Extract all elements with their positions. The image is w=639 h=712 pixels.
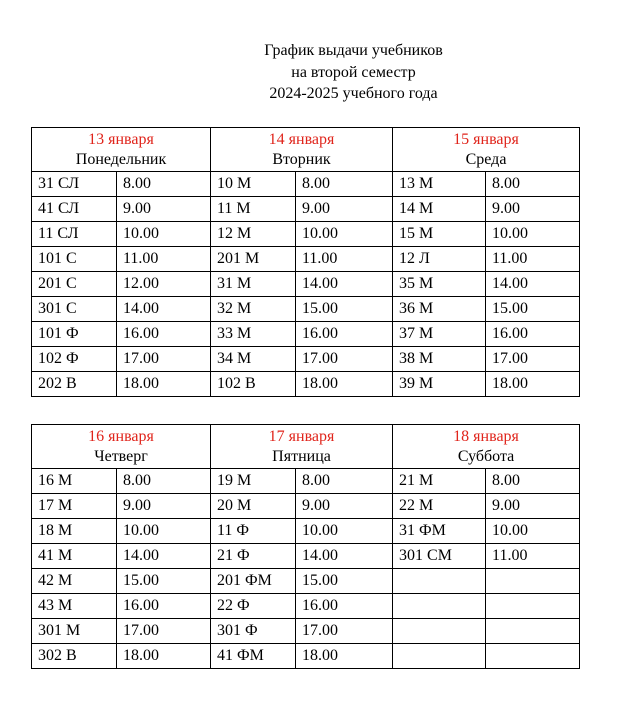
time-cell: 8.00 <box>117 469 211 494</box>
day-header <box>211 128 393 172</box>
time-cell: 10.00 <box>296 222 393 247</box>
group-cell: 11 М <box>211 197 296 222</box>
schedule-table-week-2 <box>31 424 580 669</box>
time-cell: 9.00 <box>117 494 211 519</box>
time-cell: 9.00 <box>296 197 393 222</box>
group-cell: 17 М <box>32 494 117 519</box>
group-cell: 38 М <box>393 347 486 372</box>
group-cell: 41 ФМ <box>211 644 296 669</box>
time-cell: 18.00 <box>117 372 211 397</box>
group-cell: 201 С <box>32 272 117 297</box>
time-cell: 16.00 <box>296 594 393 619</box>
table-row <box>32 644 580 669</box>
time-cell: 14.00 <box>117 544 211 569</box>
table-row <box>32 247 580 272</box>
time-cell: 8.00 <box>486 469 580 494</box>
group-cell <box>393 569 486 594</box>
group-cell: 41 СЛ <box>32 197 117 222</box>
time-cell: 17.00 <box>117 619 211 644</box>
schedule-title <box>0 40 639 105</box>
group-cell: 302 В <box>32 644 117 669</box>
group-cell: 35 М <box>393 272 486 297</box>
time-cell: 14.00 <box>296 544 393 569</box>
time-cell: 14.00 <box>296 272 393 297</box>
table-row <box>32 172 580 197</box>
group-cell: 21 Ф <box>211 544 296 569</box>
time-cell: 18.00 <box>296 644 393 669</box>
group-cell: 102 В <box>211 372 296 397</box>
time-cell: 18.00 <box>117 644 211 669</box>
time-cell <box>486 569 580 594</box>
group-cell <box>393 594 486 619</box>
time-cell: 11.00 <box>486 247 580 272</box>
group-cell: 12 Л <box>393 247 486 272</box>
group-cell: 22 М <box>393 494 486 519</box>
time-cell: 10.00 <box>486 222 580 247</box>
time-cell: 14.00 <box>486 272 580 297</box>
day-header <box>32 128 211 172</box>
time-cell: 10.00 <box>117 519 211 544</box>
group-cell: 37 М <box>393 322 486 347</box>
day-header <box>393 425 580 469</box>
table-row <box>32 469 580 494</box>
time-cell: 16.00 <box>117 594 211 619</box>
schedule-table-body <box>32 128 580 397</box>
group-cell: 301 С <box>32 297 117 322</box>
table-row <box>32 569 580 594</box>
time-cell: 17.00 <box>296 619 393 644</box>
schedule-table-body <box>32 425 580 669</box>
group-cell: 10 М <box>211 172 296 197</box>
day-weekday: Среда <box>465 151 507 168</box>
group-cell: 42 М <box>32 569 117 594</box>
time-cell: 16.00 <box>296 322 393 347</box>
table-row <box>32 594 580 619</box>
time-cell: 17.00 <box>296 347 393 372</box>
group-cell: 22 Ф <box>211 594 296 619</box>
table-row <box>32 494 580 519</box>
group-cell: 16 М <box>32 469 117 494</box>
time-cell: 10.00 <box>117 222 211 247</box>
group-cell: 39 М <box>393 372 486 397</box>
table-row <box>32 197 580 222</box>
title-line-2: на второй семестр <box>291 63 416 81</box>
group-cell: 201 М <box>211 247 296 272</box>
group-cell: 301 СМ <box>393 544 486 569</box>
time-cell: 9.00 <box>486 197 580 222</box>
group-cell: 301 М <box>32 619 117 644</box>
group-cell: 32 М <box>211 297 296 322</box>
table-row <box>32 544 580 569</box>
time-cell: 18.00 <box>296 372 393 397</box>
group-cell: 101 С <box>32 247 117 272</box>
title-line-3: 2024-2025 учебного года <box>269 85 438 102</box>
group-cell: 34 М <box>211 347 296 372</box>
group-cell: 201 ФМ <box>211 569 296 594</box>
time-cell: 12.00 <box>117 272 211 297</box>
day-header <box>32 425 211 469</box>
time-cell <box>486 644 580 669</box>
time-cell: 17.00 <box>117 347 211 372</box>
time-cell: 16.00 <box>486 322 580 347</box>
day-date: 15 января <box>453 131 519 148</box>
time-cell: 8.00 <box>296 172 393 197</box>
table-row <box>32 322 580 347</box>
group-cell: 31 СЛ <box>32 172 117 197</box>
time-cell: 10.00 <box>296 519 393 544</box>
group-cell: 18 М <box>32 519 117 544</box>
day-date: 18 января <box>453 428 519 445</box>
group-cell: 21 М <box>393 469 486 494</box>
group-cell: 12 М <box>211 222 296 247</box>
time-cell: 9.00 <box>296 494 393 519</box>
group-cell: 301 Ф <box>211 619 296 644</box>
day-weekday: Вторник <box>272 151 331 168</box>
time-cell: 11.00 <box>486 544 580 569</box>
group-cell <box>393 644 486 669</box>
group-cell: 41 М <box>32 544 117 569</box>
day-header <box>211 425 393 469</box>
time-cell: 10.00 <box>486 519 580 544</box>
day-header <box>393 128 580 172</box>
time-cell: 15.00 <box>296 569 393 594</box>
table-row <box>32 372 580 397</box>
time-cell: 15.00 <box>296 297 393 322</box>
group-cell: 11 Ф <box>211 519 296 544</box>
time-cell: 17.00 <box>486 347 580 372</box>
time-cell: 11.00 <box>296 247 393 272</box>
table-row <box>32 222 580 247</box>
day-weekday: Пятница <box>272 448 331 465</box>
time-cell <box>486 619 580 644</box>
time-cell: 15.00 <box>486 297 580 322</box>
table-row <box>32 347 580 372</box>
group-cell: 13 М <box>393 172 486 197</box>
group-cell: 14 М <box>393 197 486 222</box>
time-cell: 14.00 <box>117 297 211 322</box>
time-cell: 18.00 <box>486 372 580 397</box>
group-cell: 43 М <box>32 594 117 619</box>
group-cell: 20 М <box>211 494 296 519</box>
table-row <box>32 272 580 297</box>
group-cell: 31 М <box>211 272 296 297</box>
day-date: 16 января <box>88 428 154 445</box>
day-weekday: Понедельник <box>75 151 167 168</box>
group-cell: 102 Ф <box>32 347 117 372</box>
time-cell: 11.00 <box>117 247 211 272</box>
title-line-1: График выдачи учебников <box>264 42 443 59</box>
time-cell: 8.00 <box>486 172 580 197</box>
day-date: 17 января <box>268 428 335 445</box>
day-weekday: Четверг <box>94 448 148 465</box>
group-cell: 202 В <box>32 372 117 397</box>
group-cell: 101 Ф <box>32 322 117 347</box>
time-cell: 8.00 <box>296 469 393 494</box>
time-cell: 16.00 <box>117 322 211 347</box>
group-cell <box>393 619 486 644</box>
table-row <box>32 297 580 322</box>
day-header-row <box>32 128 580 172</box>
day-header-row <box>32 425 580 469</box>
time-cell: 9.00 <box>486 494 580 519</box>
time-cell <box>486 594 580 619</box>
day-weekday: Суббота <box>457 448 515 465</box>
group-cell: 33 М <box>211 322 296 347</box>
group-cell: 11 СЛ <box>32 222 117 247</box>
table-row <box>32 619 580 644</box>
time-cell: 9.00 <box>117 197 211 222</box>
group-cell: 36 М <box>393 297 486 322</box>
day-date: 13 января <box>88 131 154 148</box>
group-cell: 31 ФМ <box>393 519 486 544</box>
table-row <box>32 519 580 544</box>
day-date: 14 января <box>268 131 335 148</box>
group-cell: 19 М <box>211 469 296 494</box>
time-cell: 15.00 <box>117 569 211 594</box>
time-cell: 8.00 <box>117 172 211 197</box>
group-cell: 15 М <box>393 222 486 247</box>
schedule-table-week-1 <box>31 127 580 397</box>
